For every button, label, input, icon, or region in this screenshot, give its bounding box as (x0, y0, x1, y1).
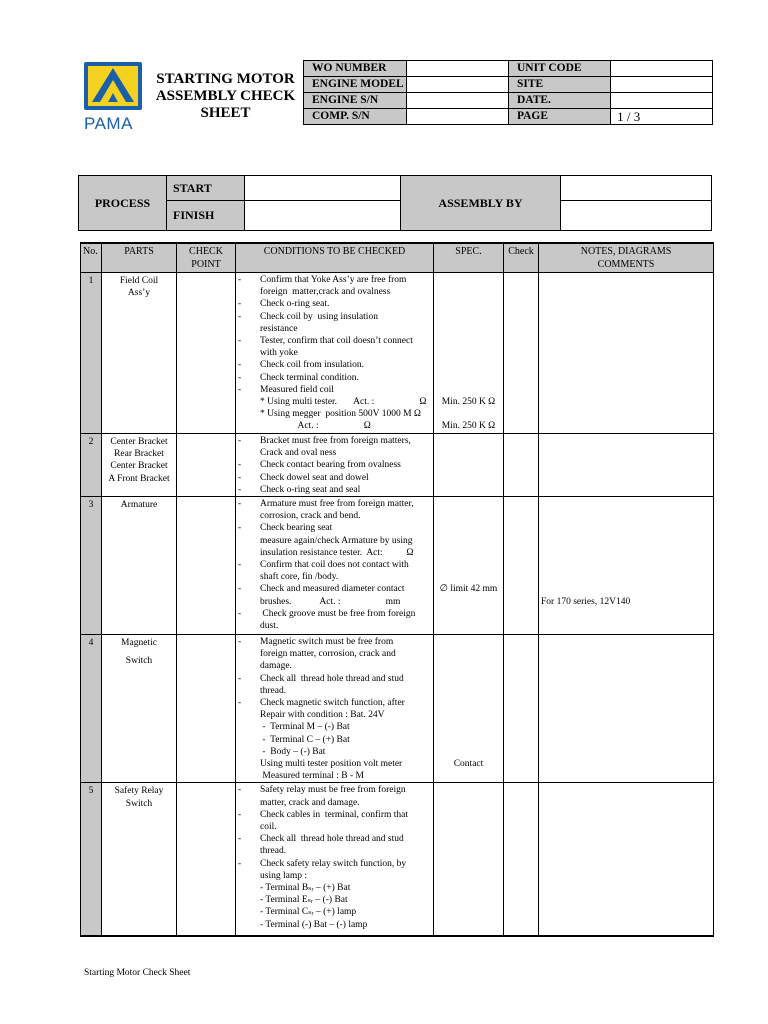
condition-line (236, 420, 433, 432)
header-info-table (303, 60, 713, 125)
bullet-dash: - (238, 299, 242, 310)
condition-text: thread. (260, 846, 287, 857)
check-point-cell[interactable] (177, 783, 236, 936)
condition-text: - Body – (-) Bat (260, 746, 326, 757)
unit-code-label: UNIT CODE (508, 61, 610, 77)
spec-cell (434, 273, 504, 434)
check-cell[interactable] (504, 783, 539, 936)
bullet-dash: - (238, 360, 242, 371)
condition-line (236, 335, 433, 347)
condition-text: Act. : Ω (260, 421, 371, 432)
finish-field[interactable] (245, 201, 401, 231)
header-line: POINT (191, 259, 221, 270)
spec-cell (434, 497, 504, 635)
condition-line (236, 660, 433, 672)
condition-line (236, 408, 433, 420)
logo-emblem (84, 62, 142, 110)
condition-text: damage. (260, 661, 292, 672)
condition-line (236, 498, 433, 510)
col-check-point-header (177, 243, 236, 273)
condition-text: - Terminal C – (+) Bat (260, 734, 350, 745)
condition-line (236, 734, 433, 746)
notes-cell[interactable] (539, 635, 714, 783)
unit-code-field[interactable] (611, 61, 713, 77)
condition-text: - Terminal Cₛᵣ – (+) lamp (260, 907, 357, 918)
bullet-dash: - (238, 372, 242, 383)
condition-text: Check coil from insulation. (260, 360, 364, 371)
bullet-dash: - (238, 499, 242, 510)
site-label: SITE (508, 77, 610, 93)
condition-text: * Using megger position 500V 1000 M Ω (260, 409, 421, 420)
conditions-cell (236, 273, 434, 434)
condition-text: Check dowel seat and dowel (260, 472, 369, 483)
condition-text: Check bearing seat (260, 523, 333, 534)
start-label: START (167, 176, 245, 201)
condition-text: Armature must free from foreign matter, (260, 499, 414, 510)
comp-sn-label: COMP. S/N (304, 109, 407, 125)
condition-line (236, 608, 433, 620)
condition-text: foreign matter, corrosion, crack and (260, 649, 396, 660)
condition-line (236, 770, 433, 782)
header-line: COMMENTS (597, 259, 655, 270)
notes-cell[interactable] (539, 497, 714, 635)
check-point-cell[interactable] (177, 497, 236, 635)
condition-text: coil. (260, 822, 277, 833)
condition-line (236, 821, 433, 833)
row-number: 1 (81, 273, 102, 434)
condition-line (236, 858, 433, 870)
bullet-dash: - (238, 336, 242, 347)
notes-cell[interactable] (539, 434, 714, 497)
condition-text: with yoke (260, 348, 298, 359)
start-field[interactable] (245, 176, 401, 201)
condition-text: - Terminal M – (-) Bat (260, 722, 350, 733)
notes-text: For 170 series, 12V140 (541, 596, 631, 607)
condition-line (236, 870, 433, 882)
condition-line (236, 396, 433, 408)
condition-text: using lamp : (260, 870, 307, 881)
condition-line (236, 648, 433, 660)
notes-cell[interactable] (539, 783, 714, 936)
spec-value: Min. 250 K Ω (441, 397, 496, 407)
check-cell[interactable] (504, 635, 539, 783)
condition-text: Bracket must free from foreign matters, (260, 436, 411, 446)
document-title (148, 71, 303, 122)
condition-text: - Terminal Eₛᵣ – (-) Bat (260, 895, 348, 906)
condition-line (236, 919, 433, 931)
condition-line (236, 447, 433, 459)
condition-line (236, 547, 433, 559)
bullet-dash: - (238, 311, 242, 322)
condition-line (236, 685, 433, 697)
part-name-line: Armature (120, 500, 158, 511)
condition-line (236, 435, 433, 447)
condition-text: measure again/check Armature by using (260, 535, 413, 546)
check-point-cell[interactable] (177, 635, 236, 783)
spec-value: Min. 250 K Ω (441, 421, 496, 432)
condition-text: Confirm that coil does not contact with (260, 560, 409, 571)
part-name-line: Safety Relay (114, 786, 164, 797)
bullet-dash: - (238, 698, 242, 709)
spec-value: ∅ limit 42 mm (439, 584, 498, 595)
engine-model-label: ENGINE MODEL (304, 77, 407, 93)
spec-cell (434, 434, 504, 497)
condition-text: Check o-ring seat and seal (260, 484, 361, 495)
condition-line (236, 596, 433, 608)
condition-text: Check terminal condition. (260, 372, 359, 383)
row-number: 4 (81, 635, 102, 783)
col-conditions-header: CONDITIONS TO BE CHECKED (236, 243, 434, 273)
condition-line (236, 882, 433, 894)
condition-text: Check o-ring seat. (260, 299, 330, 310)
bullet-dash: - (238, 436, 242, 446)
bullet-dash: - (238, 608, 242, 619)
condition-line (236, 709, 433, 721)
table-row (81, 273, 714, 434)
bullet-dash: - (238, 523, 242, 534)
condition-line (236, 323, 433, 335)
assembly-by-label: ASSEMBLY BY (401, 176, 561, 231)
site-field[interactable] (611, 77, 713, 93)
comp-sn-field[interactable] (407, 109, 508, 125)
bullet-dash: - (238, 637, 242, 648)
title-line: SHEET (200, 105, 251, 121)
engine-sn-label: ENGINE S/N (304, 93, 407, 109)
check-cell[interactable] (504, 497, 539, 635)
condition-line (236, 311, 433, 323)
condition-text: Check and measured diameter contact (260, 584, 405, 595)
row-number: 3 (81, 497, 102, 635)
col-no-header: No. (81, 243, 102, 273)
condition-text: Check all thread hole thread and stud (260, 834, 404, 845)
condition-text: Measured terminal : B - M (260, 771, 364, 782)
condition-line (236, 571, 433, 583)
condition-line (236, 673, 433, 685)
condition-text: Check coil by using insulation (260, 311, 378, 322)
condition-text: Check magnetic switch function, after (260, 698, 405, 709)
condition-line (236, 274, 433, 286)
condition-line (236, 535, 433, 547)
check-point-cell[interactable] (177, 434, 236, 497)
part-name (102, 635, 177, 783)
conditions-cell (236, 635, 434, 783)
condition-line (236, 636, 433, 648)
col-spec-header: SPEC. (434, 243, 504, 273)
condition-line (236, 721, 433, 733)
check-cell[interactable] (504, 273, 539, 434)
bullet-dash: - (238, 584, 242, 595)
part-name (102, 497, 177, 635)
condition-text: Confirm that Yoke Ass’y are free from (260, 275, 407, 285)
condition-line (236, 359, 433, 371)
conditions-cell (236, 497, 434, 635)
condition-text: * Using multi tester. Act. : Ω (260, 397, 427, 408)
spec-cell (434, 783, 504, 936)
table-row (81, 497, 714, 635)
condition-line (236, 758, 433, 770)
condition-text: Check safety relay switch function, by (260, 858, 407, 869)
assembly-by-field-2[interactable] (561, 201, 712, 231)
condition-line (236, 845, 433, 857)
condition-text: Check all thread hole thread and stud (260, 673, 404, 684)
engine-sn-field[interactable] (407, 93, 508, 109)
header-line: NOTES, DIAGRAMS (580, 246, 672, 257)
conditions-cell (236, 783, 434, 936)
condition-text: corrosion, crack and bend. (260, 511, 361, 522)
page-value: 1 / 3 (611, 109, 713, 125)
condition-text: resistance (260, 323, 298, 334)
condition-text: thread. (260, 685, 287, 696)
finish-label: FINISH (167, 201, 245, 231)
part-name-line: Field Coil (119, 276, 159, 286)
col-check-header: Check (504, 243, 539, 273)
condition-text: - Terminal Bₛᵣ – (+) Bat (260, 883, 351, 894)
wo-number-label: WO NUMBER (304, 61, 407, 77)
part-name (102, 273, 177, 434)
bullet-dash: - (238, 460, 242, 471)
condition-line (236, 459, 433, 471)
bullet-dash: - (238, 834, 242, 845)
row-number: 2 (81, 434, 102, 497)
condition-line (236, 746, 433, 758)
condition-line (236, 620, 433, 632)
condition-text: Check contact bearing from ovalness (260, 460, 401, 471)
condition-text: insulation resistance tester. Act: Ω (260, 547, 414, 558)
col-parts-header: PARTS (102, 243, 177, 273)
condition-text: Repair with condition : Bat. 24V (260, 710, 385, 721)
condition-line (236, 347, 433, 359)
bullet-dash: - (238, 472, 242, 483)
bullet-dash: - (238, 384, 242, 395)
condition-line (236, 906, 433, 918)
condition-text: - Terminal (-) Bat – (-) lamp (260, 919, 368, 930)
check-point-cell[interactable] (177, 273, 236, 434)
condition-text: foreign matter,crack and ovalness (260, 287, 391, 298)
condition-line (236, 298, 433, 310)
condition-text: matter, crack and damage. (260, 797, 360, 808)
part-name (102, 434, 177, 497)
condition-text: shaft core, fin /body. (260, 572, 339, 583)
condition-text: brushes. Act. : mm (260, 596, 401, 607)
bullet-dash: - (238, 484, 242, 495)
condition-line (236, 522, 433, 534)
condition-line (236, 559, 433, 571)
condition-text: Tester, confirm that coil doesn’t connect (260, 336, 413, 347)
part-name-line: Switch (125, 656, 153, 667)
footer-text: Starting Motor Check Sheet (84, 968, 191, 978)
conditions-cell (236, 434, 434, 497)
condition-text: Check groove must be free from foreign (260, 608, 416, 619)
condition-text: Magnetic switch must be free from (260, 637, 394, 648)
condition-line (236, 384, 433, 396)
wo-number-field[interactable] (407, 61, 508, 77)
part-name-line: A Front Bracket (108, 473, 170, 484)
date-label: DATE. (508, 93, 610, 109)
pama-logo (84, 62, 144, 132)
bullet-dash: - (238, 809, 242, 820)
condition-line (236, 286, 433, 298)
part-name-line: Ass’y (127, 288, 151, 299)
page-label: PAGE (508, 109, 610, 125)
condition-text: Check cables in terminal, confirm that (260, 809, 408, 820)
condition-text: Using multi tester position volt meter (260, 759, 403, 770)
part-name-line: Center Bracket (110, 437, 168, 447)
bullet-dash: - (238, 560, 242, 571)
part-name (102, 783, 177, 936)
part-name-line: Rear Bracket (114, 449, 164, 460)
engine-model-field[interactable] (407, 77, 508, 93)
header-line: CHECK (189, 246, 223, 257)
col-notes-header (539, 243, 714, 273)
notes-cell[interactable] (539, 273, 714, 434)
condition-text: Measured field coil (260, 384, 334, 395)
condition-text: dust. (260, 621, 279, 632)
condition-line (236, 809, 433, 821)
table-row (81, 783, 714, 936)
check-table (80, 242, 714, 937)
bullet-dash: - (238, 858, 242, 869)
condition-text: Safety relay must be free from foreign (260, 785, 406, 796)
part-name-line: Switch (125, 798, 153, 809)
condition-line (236, 697, 433, 709)
condition-line (236, 833, 433, 845)
part-name-line: Center Bracket (110, 461, 168, 472)
bullet-dash: - (238, 275, 242, 285)
process-table (78, 175, 712, 231)
condition-line (236, 372, 433, 384)
condition-line (236, 510, 433, 522)
logo-text: PAMA (84, 114, 133, 133)
condition-line (236, 784, 433, 796)
table-row (81, 434, 714, 497)
row-number: 5 (81, 783, 102, 936)
check-cell[interactable] (504, 434, 539, 497)
condition-line (236, 472, 433, 484)
condition-line (236, 583, 433, 595)
spec-cell (434, 635, 504, 783)
condition-text: Crack and oval ness (260, 448, 337, 459)
spec-value: Contact (453, 759, 484, 770)
condition-line (236, 484, 433, 496)
condition-line (236, 797, 433, 809)
title-line: ASSEMBLY CHECK (155, 88, 296, 104)
table-row (81, 635, 714, 783)
date-field[interactable] (611, 93, 713, 109)
bullet-dash: - (238, 785, 242, 796)
title-line: STARTING MOTOR (156, 71, 295, 87)
bullet-dash: - (238, 673, 242, 684)
process-label: PROCESS (79, 176, 167, 231)
assembly-by-field-1[interactable] (561, 176, 712, 201)
part-name-line: Magnetic (121, 638, 157, 649)
condition-line (236, 894, 433, 906)
